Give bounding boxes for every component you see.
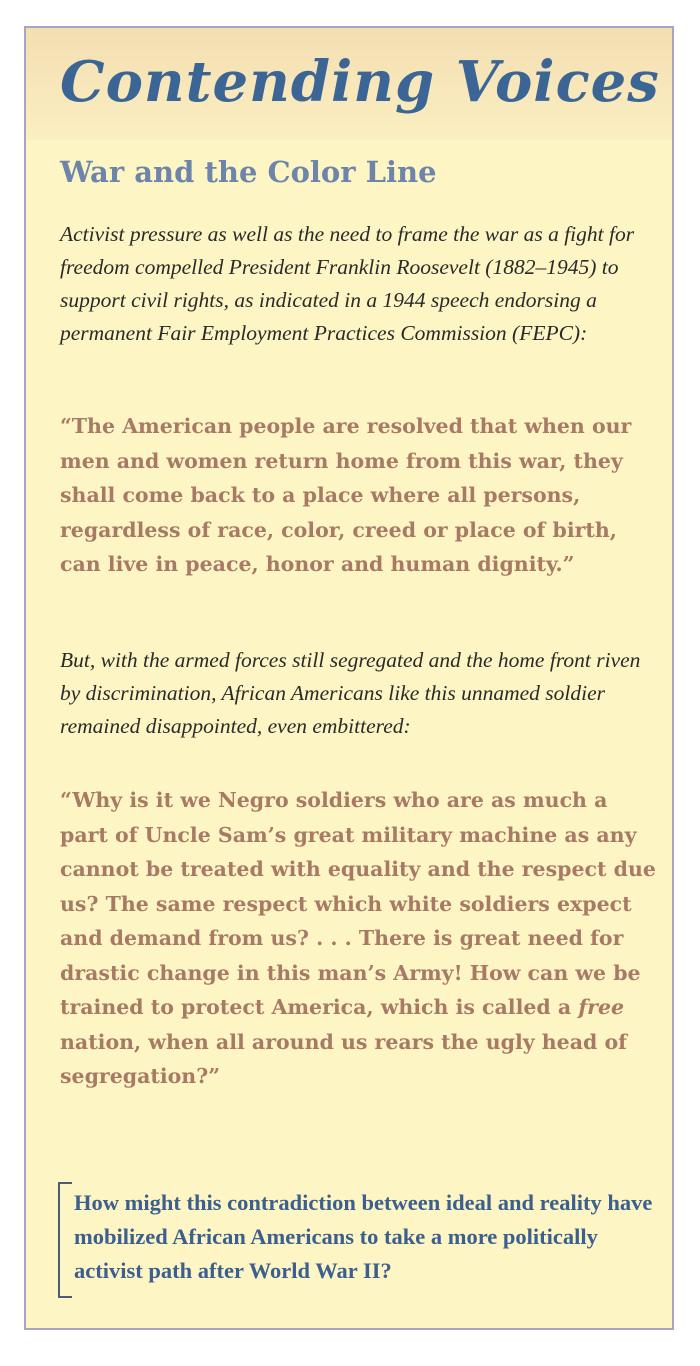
intro-paragraph-roosevelt: Activist pressure as well as the need to frame the war as a fight for freedom compelled President Franklin Roosevelt (1882–1945) to support civil rights, as indicated in a 1944 speech endorsing a permanent Fair Employment Practices Commission (FEPC): — [60, 222, 635, 345]
intro-paragraph-soldier: But, with the armed forces still segregated and the home front riven by discrimination, African Americans like this unnamed soldier remained disappointed, even embittered: — [60, 648, 641, 738]
feature-heading: War and the Color Line — [60, 155, 437, 189]
soldier-quote — [60, 783, 658, 1094]
contending-voices-box — [24, 26, 674, 1330]
box-title: Contending Voices — [60, 49, 660, 115]
discussion-question: How might this contradiction between ideal and reality have mobilized African Americans to take a more politically activist path after World War II? — [74, 1190, 653, 1283]
soldier-quote-emphasis: free — [578, 995, 625, 1019]
soldier-quote-part-1: “Why is it we Negro soldiers who are as much a part of Uncle Sam’s great military machine as any cannot be treated with equality and the respect due us? The same respect which white soldiers expect and demand from us? . . . There is great need for drastic change in this man’s Army! How can we be trained to protect America, which is called a — [60, 788, 656, 1019]
roosevelt-quote: “The American people are resolved that when our men and women return home from this war, they shall come back to a place where all persons, regardless of race, color, creed or place of birth, can live in peace, honor and human dignity.” — [60, 414, 632, 576]
soldier-quote-part-2: nation, when all around us rears the ugly head of segregation?” — [60, 1029, 627, 1088]
question-bracket — [58, 1182, 72, 1298]
